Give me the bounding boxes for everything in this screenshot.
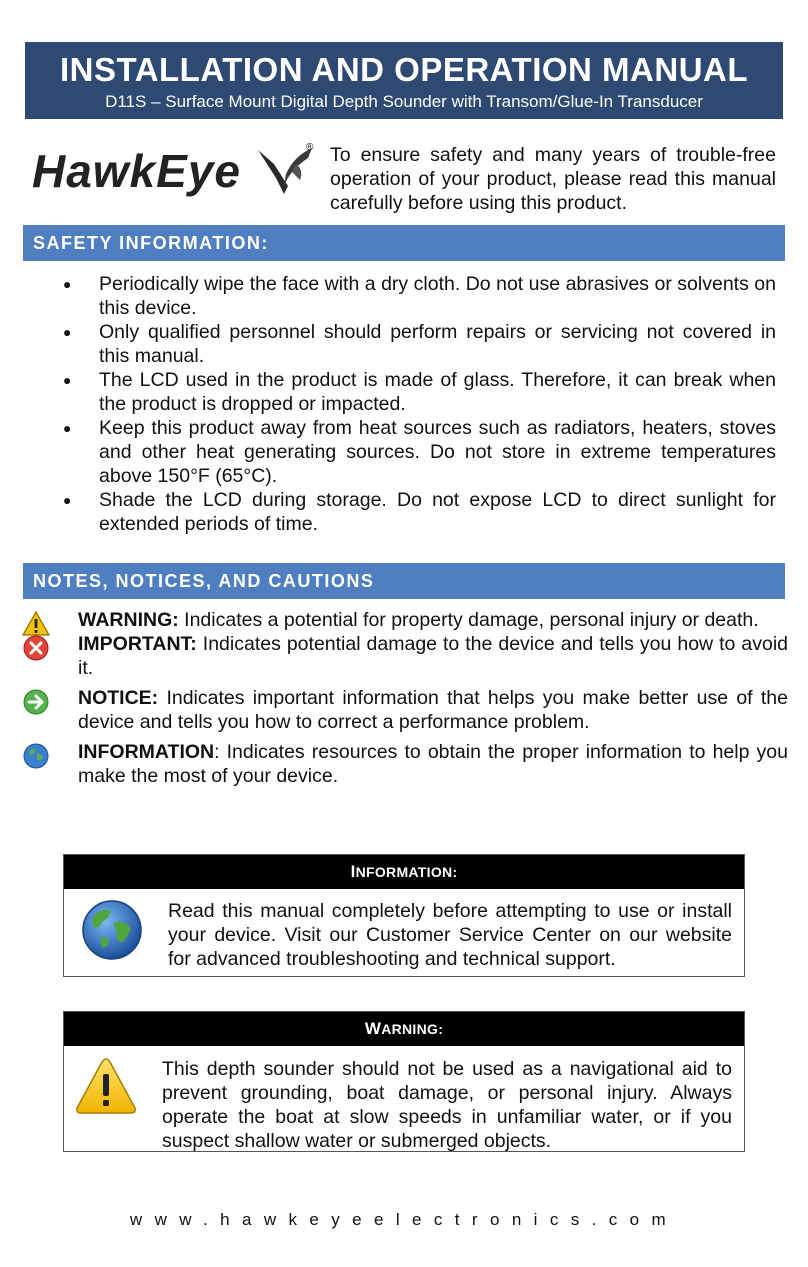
information-box — [63, 854, 745, 977]
information-box-text: Read this manual completely before attempting to use or install your device. Visit our Customer Service Center on our website for advanced troubleshooting and technical support. — [168, 900, 732, 970]
list-item: ● The LCD used in the product is made of glass. Therefore, it can break when the product is dropped or impacted. — [63, 369, 776, 415]
warning-triangle-icon — [74, 1056, 138, 1116]
warning-box-body — [64, 1046, 744, 1153]
notice-icon — [22, 688, 50, 716]
bullet-icon: ● — [63, 372, 72, 388]
globe-icon — [81, 899, 143, 961]
warning-box-heading: WARNING: — [64, 1012, 744, 1046]
bullet-icon: ● — [63, 276, 72, 292]
safety-heading: SAFETY INFORMATION: — [23, 225, 785, 261]
manual-title: INSTALLATION AND OPERATION MANUAL — [59, 51, 749, 88]
registered-mark: ® — [306, 142, 314, 153]
notes-list — [20, 608, 788, 788]
bullet-icon: ● — [63, 492, 72, 508]
list-item: ● Only qualified personnel should perform repairs or servicing not covered in this manual. — [63, 321, 776, 367]
notes-heading: NOTES, NOTICES, AND CAUTIONS — [23, 563, 785, 599]
information-box-body — [64, 889, 744, 971]
safety-list — [60, 272, 776, 536]
list-item: ● Periodically wipe the face with a dry cloth. Do not use abrasives or solvents on this device. — [63, 273, 776, 319]
list-item: ● Shade the LCD during storage. Do not expose LCD to direct sunlight for extended periods of time. — [63, 489, 776, 535]
note-important: IMPORTANT: Indicates potential damage to the device and tells you how to avoid it. — [20, 632, 788, 680]
note-notice: NOTICE: Indicates important information that helps you make better use of the device and tells you how to correct a performance problem. — [20, 686, 788, 734]
information-box-heading: INFORMATION: — [64, 855, 744, 889]
title-banner — [25, 42, 783, 119]
website-footer: www.hawkeyeelectronics.com — [129, 1210, 679, 1229]
list-item: ● Keep this product away from heat sources such as radiators, heaters, stoves and other heat generating sources. Do not store in extreme temperatures above 150°F (65°C). — [63, 417, 776, 487]
logo-text: HawkEye — [32, 145, 242, 197]
bullet-icon: ● — [63, 324, 72, 340]
manual-subtitle: D11S – Surface Mount Digital Depth Sounder with Transom/Glue-In Transducer — [105, 92, 703, 111]
warning-box-text: This depth sounder should not be used as a navigational aid to prevent grounding, boat damage, or personal injury. Always operate the boat at slow speeds in unfamiliar water, or if you suspect shallow water or submerged objects. — [162, 1058, 732, 1152]
warning-box — [63, 1011, 745, 1152]
note-warning: WARNING: Indicates a potential for property damage, personal injury or death. — [20, 608, 788, 632]
note-information: INFORMATION: Indicates resources to obtain the proper information to help you make the most of your device. — [20, 740, 788, 788]
important-icon — [22, 634, 50, 662]
hawkeye-logo — [32, 140, 314, 208]
information-icon — [22, 742, 50, 770]
intro-text: To ensure safety and many years of trouble-free operation of your product, please read this manual carefully before using this product. — [330, 144, 776, 214]
bullet-icon: ● — [63, 420, 72, 436]
